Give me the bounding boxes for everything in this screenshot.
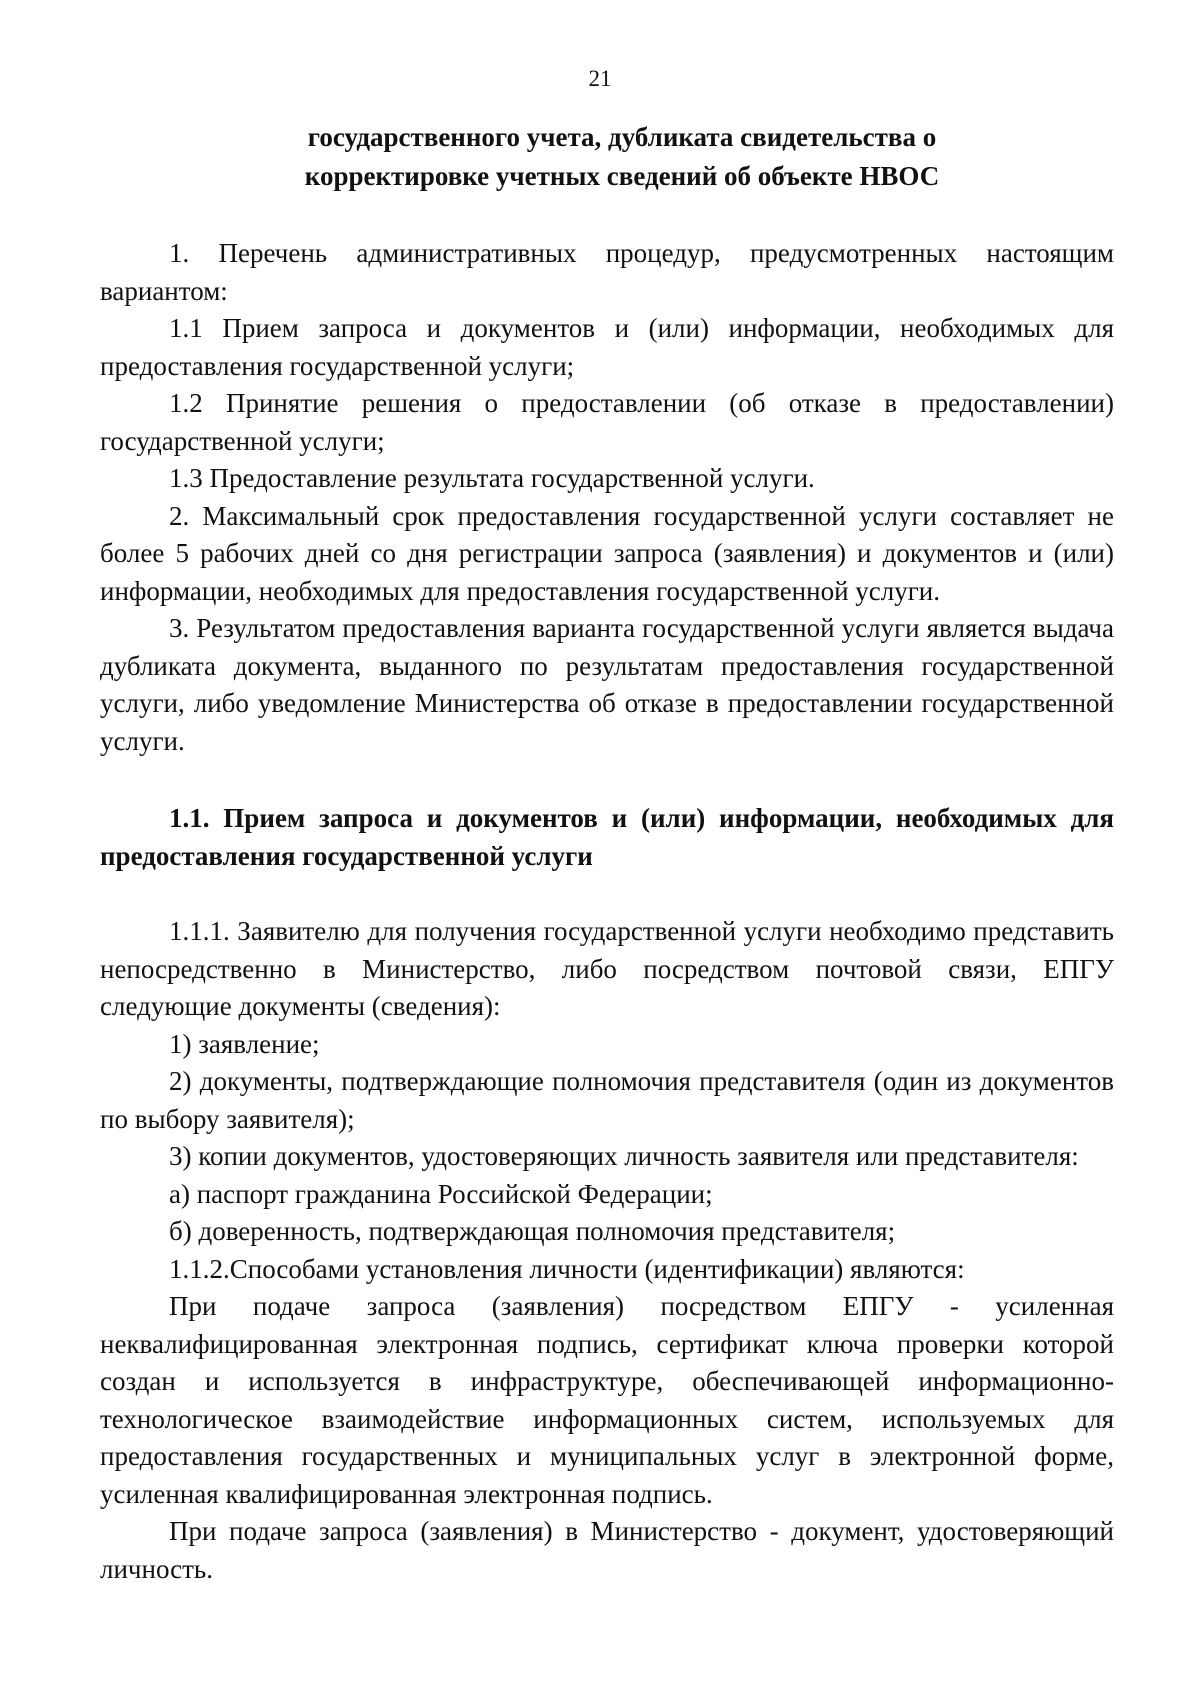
paragraph-procedure-1-2: 1.2 Принятие решения о предоставлении (об отказе в предоставлении) государственной услуги; <box>100 388 1114 456</box>
list-item-passport: а) паспорт гражданина Российской Федерации; <box>169 1178 713 1209</box>
document-body <box>100 118 1114 1588</box>
paragraph-epgu-identification: При подаче запроса (заявления) посредством ЕПГУ - усиленная неквалифицированная электронная подпись, сертификат ключа проверки которой создан и используется в инфраструктуре, обеспечивающей информационно-технологическое взаимодействие информационных систем, используемых для предоставления государственных и муниципальных услуг в электронной форме, усиленная квалифицированная электронная подпись. <box>100 1291 1114 1509</box>
section-spacer-top <box>100 760 1114 800</box>
paragraph-result: 3. Результатом предоставления варианта государственной услуги является выдача дубликата документа, выданного по результатам предоставления государственной услуги, либо уведомление Министерства об отказе в предоставлении государственной услуги. <box>100 613 1114 756</box>
list-item-power-of-attorney: б) доверенность, подтверждающая полномочия представителя; <box>169 1216 896 1246</box>
paragraph-procedure-1-3: 1.3 Предоставление результата государственной услуги. <box>169 463 815 493</box>
paragraph-1-1-2: 1.1.2.Способами установления личности (идентификации) являются: <box>169 1253 965 1284</box>
page-number: 21 <box>588 66 612 91</box>
document-title <box>100 118 1114 196</box>
paragraph-1-1-1: 1.1.1. Заявителю для получения государственной услуги необходимо представить непосредственно в Министерство, либо посредством почтовой связи, ЕПГУ следующие документы (сведения): <box>100 916 1114 1021</box>
list-item-identity-copies: 3) копии документов, удостоверяющих личность заявителя или представителя: <box>169 1141 1079 1171</box>
document-title-line-2: корректировке учетных сведений об объекте НВОС <box>304 161 940 191</box>
paragraph-ministry-identification: При подаче запроса (заявления) в Министерство - документ, удостоверяющий личность. <box>100 1516 1114 1584</box>
title-spacer <box>100 196 1114 235</box>
paragraph-max-term: 2. Максимальный срок предоставления государственной услуги составляет не более 5 рабочих дней со дня регистрации запроса (заявления) и документов и (или) информации, необходимых для предоставления государственной услуги. <box>100 500 1114 606</box>
list-item-authority-documents: 2) документы, подтверждающие полномочия представителя (один из документов по выбору заявителя); <box>100 1066 1114 1134</box>
document-title-line-1: государственного учета, дубликата свидетельства о <box>307 122 937 152</box>
section-heading: 1.1. Прием запроса и документов и (или) информации, необходимых для предоставления государственной услуги <box>100 803 1114 871</box>
list-item-application: 1) заявление; <box>169 1028 320 1059</box>
section-spacer-bottom <box>100 875 1114 913</box>
paragraph-procedures-list: 1. Перечень административных процедур, предусмотренных настоящим вариантом: <box>100 238 1114 306</box>
paragraph-procedure-1-1: 1.1 Прием запроса и документов и (или) информации, необходимых для предоставления государственной услуги; <box>100 313 1114 381</box>
